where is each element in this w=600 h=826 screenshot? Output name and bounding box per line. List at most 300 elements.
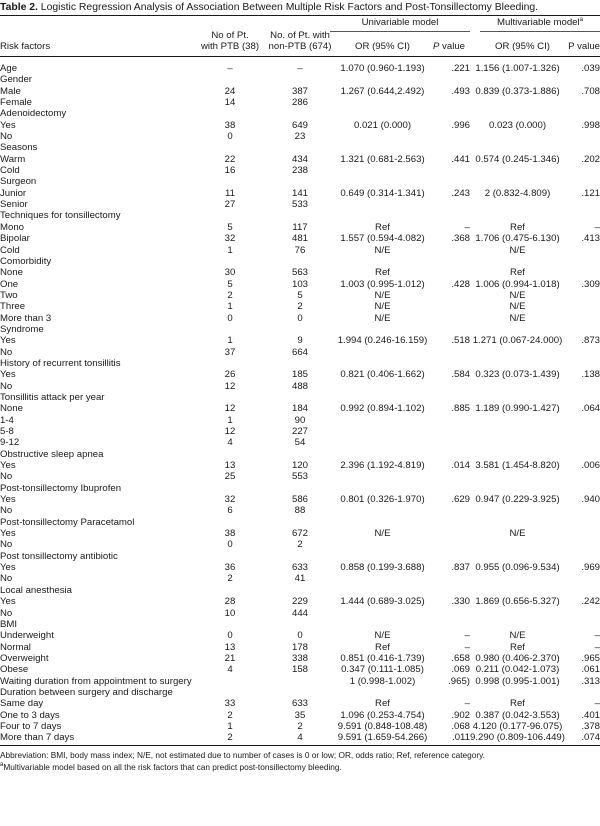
multivariable-or-cell (470, 97, 565, 108)
nonptb-count-cell: 2 (297, 720, 303, 732)
risk-factor-label: Gender (0, 74, 32, 86)
multivariable-or-cell (470, 551, 565, 562)
category-label: Yes (0, 119, 16, 131)
table-row (0, 120, 600, 131)
ptb-count-cell (195, 687, 265, 698)
ptb-count-cell: 0 (227, 312, 233, 324)
univariable-p-cell (430, 573, 470, 584)
ptb-count-cell (195, 108, 265, 119)
nonptb-count-cell: 35 (294, 709, 306, 721)
univariable-or-cell (335, 471, 430, 482)
table-row (0, 653, 600, 664)
category-label: Yes (0, 494, 16, 506)
ptb-count-cell: 12 (224, 426, 236, 437)
multivariable-p-cell (565, 449, 600, 460)
nonptb-count-cell (265, 585, 335, 596)
univariable-p-cell: .902 (451, 709, 470, 721)
multivariable-or-cell (470, 347, 565, 358)
risk-factor-label: Seasons (0, 142, 38, 154)
nonptb-count-cell: 633 (291, 562, 308, 574)
risk-factor-label: Surgeon (0, 176, 37, 188)
ptb-count-cell: 36 (224, 562, 236, 574)
multivariable-p-cell (565, 426, 600, 437)
multivariable-p-cell (565, 381, 600, 392)
univariable-p-cell (430, 619, 470, 630)
ptb-count-cell: 5 (227, 278, 233, 290)
table-row (0, 210, 600, 221)
ptb-count-cell: 2 (227, 573, 233, 585)
univariable-p-cell: .221 (451, 63, 470, 74)
multivariable-or-cell (470, 165, 565, 176)
ptb-count-cell: 32 (224, 233, 236, 245)
univariable-p-cell: .658 (451, 652, 470, 664)
table-row (0, 165, 600, 176)
multivariable-p-cell: .940 (581, 494, 600, 506)
univariable-or-cell (335, 347, 430, 358)
univariable-p-cell (430, 449, 470, 460)
univariable-or-cell: 2.396 (1.192-4.819) (340, 460, 425, 472)
ptb-count-cell: 4 (227, 437, 233, 449)
multivariable-p-cell: .965 (581, 652, 600, 664)
footnote-multivariable (0, 762, 342, 772)
multivariable-or-cell: 0.023 (0.000) (488, 119, 547, 131)
nonptb-count-cell (265, 74, 335, 85)
multivariable-or-cell (470, 74, 565, 85)
table-row (0, 154, 600, 165)
multivariable-or-cell (470, 608, 565, 619)
multivariable-p-cell (565, 267, 600, 278)
univariable-or-cell: 1.096 (0.253-4.754) (340, 709, 425, 721)
univariable-p-cell (430, 608, 470, 619)
category-label: Two (0, 289, 18, 301)
category-label: Yes (0, 528, 16, 540)
ptb-count-cell: 11 (225, 187, 235, 199)
multivariable-or-cell (470, 437, 565, 448)
univariable-p-cell (430, 415, 470, 426)
nonptb-count-cell (265, 142, 335, 153)
nonptb-count-cell: 649 (291, 119, 308, 131)
nonptb-count-cell: 227 (291, 426, 308, 437)
multivariable-or-cell: 0.980 (0.406-2.370) (475, 652, 560, 664)
univariable-p-cell (430, 528, 470, 539)
ptb-count-cell (195, 619, 265, 630)
multivariable-p-cell (565, 131, 600, 142)
ptb-count-cell: 24 (224, 85, 236, 97)
ptb-count-cell: 6 (227, 505, 233, 517)
table-row (0, 721, 600, 732)
univariable-or-cell: 1.444 (0.689-3.025) (340, 596, 425, 608)
ptb-count-cell: 14 (224, 97, 236, 109)
multivariable-p-cell (565, 573, 600, 584)
multivariable-or-cell (470, 483, 565, 494)
multivariable-p-cell (565, 358, 600, 369)
nonptb-count-cell: 178 (291, 641, 308, 653)
table-row (0, 687, 600, 698)
univariable-p-cell (430, 108, 470, 119)
nonptb-count-cell (265, 483, 335, 494)
nonptb-count-header (265, 30, 335, 52)
ptb-count-cell: 33 (224, 698, 236, 710)
nonptb-count-cell: 117 (292, 221, 308, 233)
table-row (0, 108, 600, 119)
category-label: Normal (0, 641, 31, 653)
multivariable-p-cell (565, 313, 600, 324)
multivariable-p-cell: .873 (581, 335, 600, 347)
table-row (0, 369, 600, 380)
univariable-or-cell (335, 573, 430, 584)
univariable-p-cell: .584 (451, 369, 470, 381)
multivariable-p-cell (565, 619, 600, 630)
univariable-or-cell: 0.858 (0.199-3.688) (340, 562, 425, 574)
multivariable-p-cell (565, 608, 600, 619)
ptb-count-cell: 2 (227, 709, 233, 721)
nonptb-count-cell (265, 619, 335, 630)
multivariable-p-cell: .121 (581, 187, 600, 199)
table-row (0, 471, 600, 482)
univariable-p-cell (430, 381, 470, 392)
table-row (0, 517, 600, 528)
category-label: Same day (0, 698, 44, 710)
ptb-count-cell: 1 (227, 335, 233, 347)
multivariable-or-cell: 1.869 (0.656-5.327) (475, 596, 560, 608)
nonptb-count-cell: 88 (294, 505, 306, 517)
multivariable-or-cell: Ref (510, 698, 525, 710)
multivariable-or-cell: N/E (509, 301, 526, 313)
univariable-header: Univariable model (361, 17, 439, 28)
multivariable-p-cell: .039 (581, 63, 600, 74)
univariable-or-cell: 1 (0.998-1.002) (349, 675, 416, 687)
ptb-count-cell: 22 (224, 153, 236, 165)
p-value-header-italic: P (432, 41, 440, 52)
univariable-or-cell (335, 608, 430, 619)
table-row (0, 562, 600, 573)
nonptb-count-cell: – (297, 63, 303, 74)
nonptb-count-cell: 184 (291, 403, 308, 415)
ptb-count-cell: 25 (224, 471, 236, 483)
univariable-p-cell (430, 437, 470, 448)
multivariable-or-cell (470, 324, 565, 335)
univariable-p-cell (430, 539, 470, 550)
ptb-count-cell (195, 324, 265, 335)
univariable-or-cell (335, 585, 430, 596)
ptb-count-cell (195, 142, 265, 153)
category-label: Yes (0, 460, 16, 472)
univariable-or-cell: N/E (374, 630, 391, 642)
univariable-p-cell (430, 358, 470, 369)
category-label: None (0, 267, 23, 279)
ptb-count-cell: 28 (224, 596, 236, 608)
table-row (0, 267, 600, 278)
ptb-count-cell: 12 (224, 403, 236, 415)
footnote-abbreviations: Abbreviation: BMI, body mass index; N/E, not estimated due to number of cases is 0 or low; OR, odds ratio; Ref, reference category. (0, 750, 485, 760)
ptb-count-cell: 0 (227, 630, 233, 642)
ptb-count-cell: 1 (227, 414, 233, 426)
table-row (0, 176, 600, 187)
ptb-count-cell (195, 551, 265, 562)
multivariable-p-cell: .074 (581, 732, 600, 744)
nonptb-count-cell (265, 551, 335, 562)
univariable-or-cell: 0.021 (0.000) (353, 119, 412, 131)
multivariable-or-cell: 0.947 (0.229-3.925) (475, 494, 560, 506)
univariable-p-cell (430, 313, 470, 324)
multivariable-p-cell: – (594, 641, 600, 653)
multivariable-p-cell (565, 165, 600, 176)
nonptb-count-cell: 664 (291, 346, 308, 358)
multivariable-p-cell (565, 256, 600, 267)
category-label: Bipolar (0, 233, 30, 245)
table-row (0, 74, 600, 85)
ptb-count-cell: 27 (224, 199, 236, 211)
nonptb-count-cell (265, 392, 335, 403)
multivariable-p-cell (565, 108, 600, 119)
univariable-or-cell (335, 131, 430, 142)
multivariable-or-cell (470, 619, 565, 630)
multivariable-p-cell: .313 (581, 675, 600, 687)
ptb-count-cell (195, 74, 265, 85)
univariable-or-cell: N/E (374, 244, 391, 256)
multivariable-p-cell (565, 505, 600, 516)
ptb-count-cell: 38 (224, 528, 236, 540)
nonptb-count-cell (265, 210, 335, 221)
univariable-or-cell: N/E (374, 301, 391, 313)
univariable-or-cell: Ref (375, 641, 390, 653)
multivariable-p-cell (565, 74, 600, 85)
p-value-header (425, 41, 465, 52)
nonptb-count-cell: 2 (297, 539, 303, 551)
table-row (0, 279, 600, 290)
univariable-or-cell: 1.267 (0.644,2.492) (340, 85, 425, 97)
ptb-count-cell (195, 210, 265, 221)
univariable-p-cell (430, 324, 470, 335)
multivariable-p-cell (565, 551, 600, 562)
ptb-count-cell: 30 (224, 267, 236, 279)
nonptb-count-cell (265, 687, 335, 698)
table-row (0, 256, 600, 267)
ptb-count-header (195, 30, 265, 52)
nonptb-count-cell: 103 (291, 278, 308, 290)
nonptb-count-cell: 5 (297, 289, 303, 301)
risk-factor-label: Post-tonsillectomy Ibuprofen (0, 482, 122, 494)
table-row (0, 131, 600, 142)
multivariable-p-cell (565, 176, 600, 187)
univariable-or-cell: 1.557 (0.594-4.082) (340, 233, 425, 245)
multivariable-or-cell (470, 415, 565, 426)
nonptb-count-cell: 533 (291, 199, 308, 211)
ptb-header-line2: with PTB (38) (200, 41, 260, 52)
multivariable-or-cell: 4.120 (0.177-96.075) (472, 720, 563, 732)
multivariable-or-cell (470, 426, 565, 437)
univariable-or-cell (335, 199, 430, 210)
multivariable-p-cell: .138 (581, 369, 600, 381)
univariable-p-cell (430, 517, 470, 528)
category-label: Junior (0, 187, 27, 199)
risk-factor-label: Post tonsillectomy antibiotic (0, 550, 118, 562)
multivariable-or-cell (470, 131, 565, 142)
multivariable-or-cell (470, 573, 565, 584)
univariable-p-cell (430, 483, 470, 494)
table-row (0, 381, 600, 392)
univariable-or-cell (335, 176, 430, 187)
univariable-p-cell (430, 131, 470, 142)
multivariable-p-cell: .064 (581, 403, 600, 415)
table-row (0, 528, 600, 539)
table-row (0, 449, 600, 460)
multivariable-p-cell (565, 437, 600, 448)
univariable-or-cell: Ref (375, 267, 390, 279)
univariable-p-cell (430, 199, 470, 210)
multivariable-or-cell (470, 142, 565, 153)
multivariable-p-cell: .202 (581, 153, 600, 165)
univariable-p-cell: .629 (451, 494, 470, 506)
table-row (0, 426, 600, 437)
category-label: One (0, 278, 19, 290)
p-value-header-rest: value (439, 41, 465, 52)
ptb-count-cell (195, 256, 265, 267)
univariable-or-cell (335, 426, 430, 437)
table-row (0, 324, 600, 335)
nonptb-count-cell: 120 (291, 460, 308, 472)
univariable-or-cell (335, 539, 430, 550)
univariable-p-cell: .996 (451, 119, 470, 131)
univariable-p-cell (430, 142, 470, 153)
multivariable-or-cell: N/E (509, 630, 526, 642)
nonptb-count-cell (265, 449, 335, 460)
multivariable-or-cell (470, 108, 565, 119)
multivariable-p-cell (565, 97, 600, 108)
univariable-or-cell: 0.347 (0.111-1.085) (341, 664, 424, 676)
table-caption-text: Logistic Regression Analysis of Association Between Multiple Risk Factors and Post-Tonsillectomy Bleeding. (37, 2, 539, 13)
univariable-or-cell (335, 97, 430, 108)
footnote-sup: a (0, 762, 4, 769)
risk-factor-label: Local anesthesia (0, 584, 73, 596)
risk-factor-label: Post-tonsillectomy Paracetamol (0, 516, 135, 528)
table-row (0, 358, 600, 369)
category-label: Underweight (0, 630, 54, 642)
category-label: Cold (0, 165, 20, 177)
table-row (0, 199, 600, 210)
nonptb-count-cell: 9 (297, 335, 303, 347)
ptb-count-cell: 10 (224, 607, 236, 619)
univariable-or-cell (335, 74, 430, 85)
header-rule (0, 56, 600, 57)
category-label: Mono (0, 221, 24, 233)
multivariable-p-cell (565, 539, 600, 550)
nonptb-count-cell: 54 (294, 437, 306, 449)
univariable-p-cell: .965) (448, 675, 470, 687)
table-row (0, 494, 600, 505)
risk-factor-label: Obstructive sleep apnea (0, 448, 104, 460)
multivariable-or-cell: 0.323 (0.073-1.439) (475, 369, 560, 381)
ptb-count-cell: 13 (224, 641, 236, 653)
univariable-p-cell: .243 (451, 187, 470, 199)
table-row (0, 415, 600, 426)
table-row (0, 630, 600, 641)
table-row (0, 188, 600, 199)
table-row (0, 313, 600, 324)
category-label: 1-4 (0, 414, 14, 426)
category-label: More than 3 (0, 312, 52, 324)
multivariable-or-cell: 1.006 (0.994-1.018) (475, 278, 560, 290)
univariable-rule (330, 31, 470, 32)
multivariable-or-cell: Ref (510, 267, 525, 279)
ptb-count-cell (195, 585, 265, 596)
multivariable-header (480, 17, 600, 28)
category-label: No (0, 131, 13, 143)
nonptb-count-cell: 553 (291, 471, 308, 483)
table-row (0, 233, 600, 244)
nonptb-count-cell (265, 517, 335, 528)
multivariable-header-sup: a (579, 16, 583, 23)
univariable-or-cell (335, 142, 430, 153)
univariable-or-cell: Ref (375, 221, 390, 233)
univariable-p-cell (430, 97, 470, 108)
ptb-count-cell: 1 (227, 244, 233, 256)
univariable-p-cell: .428 (451, 278, 470, 290)
multivariable-or-cell (470, 176, 565, 187)
univariable-p-cell: – (464, 641, 470, 653)
nonptb-count-cell: 2 (297, 301, 303, 313)
multivariable-or-cell: 0.998 (0.995-1.001) (475, 675, 560, 687)
univariable-or-cell (335, 210, 430, 221)
ptb-count-cell (195, 676, 265, 687)
multivariable-or-cell (470, 505, 565, 516)
univariable-or-cell (335, 505, 430, 516)
ptb-count-cell: 2 (227, 732, 233, 744)
multivariable-p-cell (565, 687, 600, 698)
nonptb-count-cell: 4 (297, 732, 303, 744)
univariable-p-cell: .493 (451, 85, 470, 97)
univariable-p-cell: – (464, 698, 470, 710)
univariable-p-cell (430, 290, 470, 301)
nonptb-count-cell (265, 358, 335, 369)
nonptb-count-cell: 23 (294, 131, 306, 143)
risk-factor-label: Adenoidectomy (0, 108, 67, 120)
nonptb-count-cell: 158 (291, 664, 308, 676)
nonptb-count-cell: 0 (297, 630, 303, 642)
multivariable-or-cell (470, 256, 565, 267)
univariable-or-cell (335, 392, 430, 403)
univariable-or-cell (335, 687, 430, 698)
multivariable-p-cell: – (594, 630, 600, 642)
univariable-or-cell: Ref (375, 698, 390, 710)
univariable-p-cell (430, 245, 470, 256)
nonptb-count-cell: 672 (291, 528, 308, 540)
multivariable-or-cell: 1.189 (0.990-1.427) (475, 403, 560, 415)
nonptb-count-cell: 563 (291, 267, 308, 279)
table-row (0, 539, 600, 550)
multivariable-p-cell: .413 (581, 233, 600, 245)
table-row (0, 142, 600, 153)
multivariable-or-cell: Ref (510, 641, 525, 653)
univariable-or-cell: 0.992 (0.894-1.102) (340, 403, 425, 415)
category-label: No (0, 607, 13, 619)
univariable-p-cell: .011 (452, 732, 470, 744)
multivariable-p-cell: .401 (581, 709, 600, 721)
ptb-count-cell: 16 (224, 165, 236, 177)
risk-factor-label: Comorbidity (0, 255, 52, 267)
univariable-or-cell: 9.591 (1.659-54.266) (337, 732, 428, 744)
multivariable-or-cell: 3.581 (1.454-8.820) (475, 460, 560, 472)
multivariable-p-cell: .998 (581, 119, 600, 131)
univariable-or-cell (335, 381, 430, 392)
table-row (0, 483, 600, 494)
univariable-p-cell: .069 (451, 664, 470, 676)
nonptb-count-cell: 444 (291, 607, 308, 619)
univariable-or-cell (335, 551, 430, 562)
multivariable-p-cell (565, 301, 600, 312)
nonptb-count-cell: 338 (291, 652, 308, 664)
nonptb-count-cell (265, 176, 335, 187)
